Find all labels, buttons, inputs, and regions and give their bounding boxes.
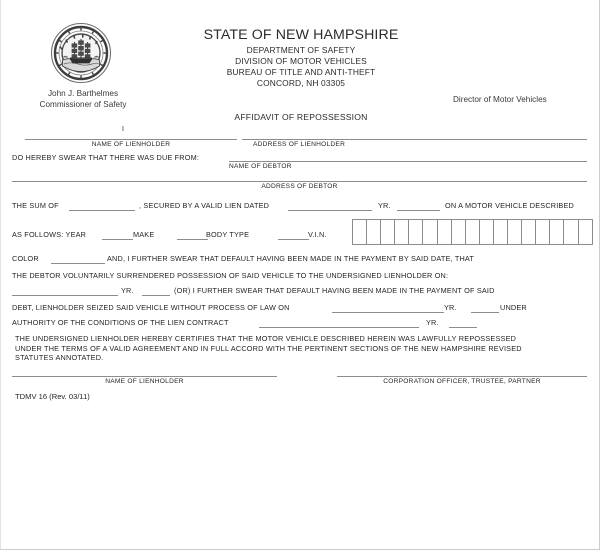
header-department: DEPARTMENT OF SAFETY (246, 45, 356, 55)
or-default-payment-text: (OR) I FURTHER SWEAR THAT DEFAULT HAVING BEEN MADE IN THE PAYMENT OF SAID (174, 286, 495, 295)
vin-cell[interactable] (564, 220, 578, 244)
vehicle-make-input-line[interactable] (177, 239, 208, 240)
contract-year-input-line[interactable] (449, 327, 477, 328)
vin-cell[interactable] (381, 220, 395, 244)
vin-cell[interactable] (508, 220, 522, 244)
authority-yr-label: YR. (426, 318, 439, 327)
name-of-debtor-caption: NAME OF DEBTOR (229, 163, 292, 170)
vin-cell[interactable] (353, 220, 367, 244)
seizure-year-input-line[interactable] (471, 312, 499, 313)
vehicle-year-input-line[interactable] (102, 239, 133, 240)
lien-year-input-line[interactable] (397, 210, 440, 211)
voluntary-surrender-text: THE DEBTOR VOLUNTARILY SURRENDERED POSSESSION OF SAID VEHICLE TO THE UNDERSIGNED LIENHOLDER ON: (12, 271, 449, 280)
vin-cell[interactable] (579, 220, 593, 244)
vehicle-color-input-line[interactable] (51, 263, 105, 264)
signature-officer-caption: CORPORATION OFFICER, TRUSTEE, PARTNER (383, 378, 541, 385)
certification-paragraph (15, 334, 587, 363)
vin-cell[interactable] (409, 220, 423, 244)
vin-cell[interactable] (480, 220, 494, 244)
seizure-date-input-line[interactable] (332, 312, 444, 313)
surrender-date-input-line[interactable] (12, 295, 118, 296)
under-label: UNDER (500, 303, 527, 312)
form-number: TDMV 16 (Rev. 03/11) (15, 392, 90, 401)
sum-yr-label: YR. (378, 201, 391, 210)
signature-officer-input-line[interactable] (337, 376, 587, 377)
surrender-yr-label: YR. (121, 286, 134, 295)
header-bureau: BUREAU OF TITLE AND ANTI-THEFT (226, 67, 376, 77)
vin-cell[interactable] (494, 220, 508, 244)
header-city-state-zip: CONCORD, NH 03305 (256, 78, 346, 88)
signature-lienholder-input-line[interactable] (12, 376, 277, 377)
nh-state-seal-icon (45, 22, 117, 84)
vin-cell[interactable] (522, 220, 536, 244)
lien-date-input-line[interactable] (288, 210, 372, 211)
header-division: DIVISION OF MOTOR VEHICLES (235, 56, 367, 66)
commissioner-title: Commissioner of Safety (39, 100, 127, 109)
form-title: AFFIDAVIT OF REPOSSESSION (234, 112, 368, 122)
color-label: COLOR (12, 254, 39, 263)
vin-cell[interactable] (423, 220, 437, 244)
signature-lienholder-caption: NAME OF LIENHOLDER (105, 378, 184, 385)
name-of-lienholder-input-line[interactable] (25, 139, 237, 140)
vehicle-body-type-input-line[interactable] (278, 239, 309, 240)
vin-cell[interactable] (438, 220, 452, 244)
name-of-debtor-input-line[interactable] (229, 161, 587, 162)
lienholder-seized-text: DEBT, LIENHOLDER SEIZED SAID VEHICLE WITHOUT PROCESS OF LAW ON (12, 303, 290, 312)
certification-line-1: THE UNDERSIGNED LIENHOLDER HEREBY CERTIFIES THAT THE MOTOR VEHICLE DESCRIBED HEREIN WAS LAWFULLY REPOSSESSED (15, 334, 517, 343)
name-of-lienholder-caption: NAME OF LIENHOLDER (91, 141, 171, 148)
vin-label: V.I.N. (308, 230, 327, 239)
commissioner-name: John J. Barthelmes (47, 89, 119, 98)
vin-cell[interactable] (452, 220, 466, 244)
address-of-lienholder-input-line[interactable] (242, 139, 587, 140)
default-made-payment-text: AND, I FURTHER SWEAR THAT DEFAULT HAVING BEEN MADE IN THE PAYMENT BY SAID DATE, THAT (107, 254, 475, 263)
sum-of-label: THE SUM OF (12, 201, 59, 210)
vin-cell[interactable] (550, 220, 564, 244)
address-of-lienholder-caption: ADDRESS OF LIENHOLDER (253, 141, 346, 148)
vin-input-grid[interactable] (352, 219, 593, 245)
address-of-debtor-caption: ADDRESS OF DEBTOR (261, 183, 338, 190)
page-title-state: STATE OF NEW HAMPSHIRE (203, 27, 399, 43)
initial-mark: I (122, 126, 124, 133)
vin-cell[interactable] (367, 220, 381, 244)
address-of-debtor-input-line[interactable] (12, 181, 587, 182)
director-of-motor-vehicles-label: Director of Motor Vehicles (453, 95, 547, 104)
secured-by-lien-dated-label: , SECURED BY A VALID LIEN DATED (139, 201, 270, 210)
body-type-label: BODY TYPE (206, 230, 250, 239)
surrender-year-input-line[interactable] (142, 295, 170, 296)
certification-line-2: UNDER THE TERMS OF A VALID AGREEMENT AND IN FULL ACCORD WITH THE PERTINENT SECTIONS OF THE NEW HAMPSHIRE REVISED (15, 343, 522, 353)
sum-amount-input-line[interactable] (69, 210, 135, 211)
vin-cell[interactable] (466, 220, 480, 244)
on-a-motor-vehicle-described-label: ON A MOTOR VEHICLE DESCRIBED (445, 201, 574, 210)
seized-yr-label: YR. (444, 303, 457, 312)
vin-cell[interactable] (536, 220, 550, 244)
as-follows-year-label: AS FOLLOWS: YEAR (12, 230, 87, 239)
vin-cell[interactable] (395, 220, 409, 244)
contract-date-input-line[interactable] (259, 327, 419, 328)
swear-from-label: DO HEREBY SWEAR THAT THERE WAS DUE FROM: (12, 153, 200, 162)
certification-line-3: STATUTES ANNOTATED. (15, 353, 104, 363)
authority-conditions-text: AUTHORITY OF THE CONDITIONS OF THE LIEN CONTRACT (12, 318, 229, 327)
make-label: MAKE (133, 230, 155, 239)
